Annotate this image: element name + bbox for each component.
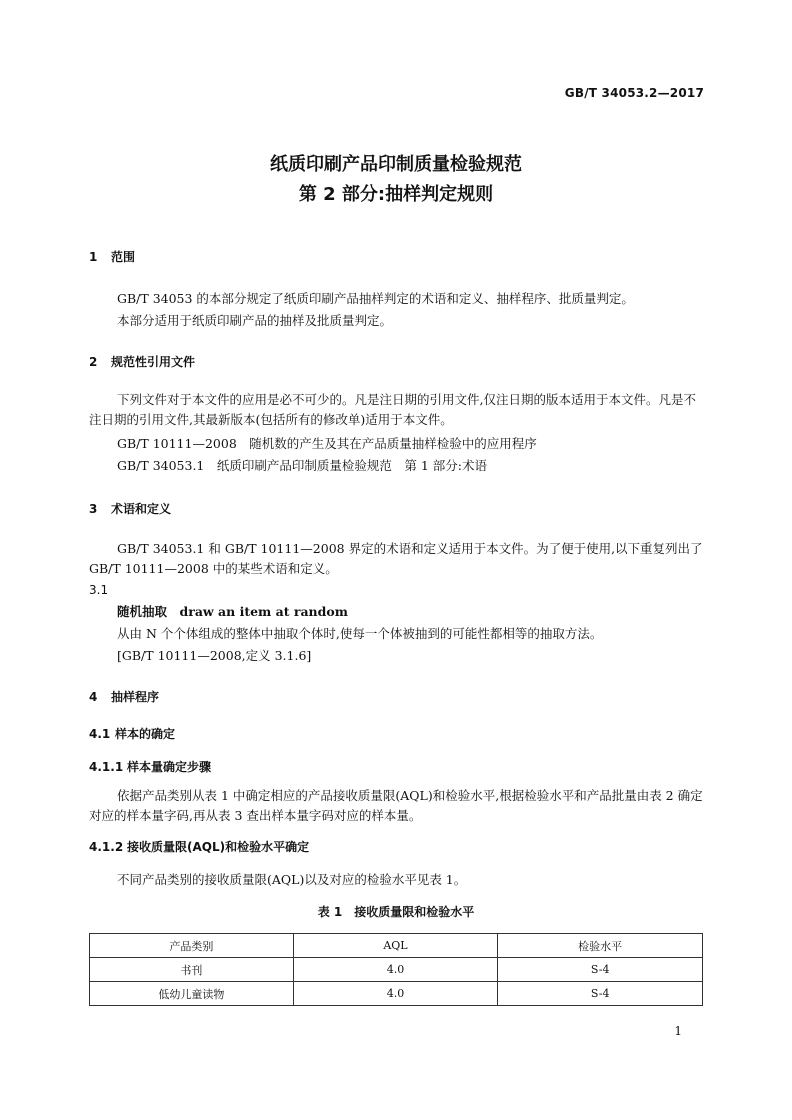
paragraph: 本部分适用于纸质印刷产品的抽样及批质量判定。 — [117, 313, 393, 328]
term-source: [GB/T 10111—2008,定义 3.1.6] — [117, 648, 312, 663]
table-cell: 低幼儿童读物 — [90, 982, 294, 1006]
section-number: 4.1.2 — [89, 840, 124, 854]
table-header-cell: 检验水平 — [498, 934, 703, 958]
section-4-1-2-heading — [89, 838, 309, 855]
section-number: 4 — [89, 690, 98, 704]
section-2-heading — [89, 353, 195, 370]
paragraph: GB/T 34053 的本部分规定了纸质印刷产品抽样判定的术语和定义、抽样程序、批质量判定。 — [117, 291, 634, 306]
table-header-row — [90, 934, 703, 958]
standard-number: GB/T 34053.2—2017 — [564, 86, 704, 100]
section-title: 样本量确定步骤 — [127, 760, 212, 774]
table-cell: 书刊 — [90, 958, 294, 982]
paragraph: 依据产品类别从表 1 中确定相应的产品接收质量限(AQL)和检验水平,根据检验水平和产品批量由表 2 确定对应的样本量字码,再从表 3 查出样本量字码对应的样本量。 — [89, 788, 703, 823]
term-name: 随机抽取 draw an item at random — [117, 604, 348, 619]
table-cell: 4.0 — [293, 982, 498, 1006]
section-title: 规范性引用文件 — [111, 355, 196, 369]
normative-reference: GB/T 34053.1 纸质印刷产品印制质量检验规范 第 1 部分:术语 — [117, 458, 487, 473]
document-title: 纸质印刷产品印制质量检验规范 — [270, 154, 522, 175]
table-row — [90, 982, 703, 1006]
section-title: 样本的确定 — [115, 727, 176, 741]
paragraph: 下列文件对于本文件的应用是必不可少的。凡是注日期的引用文件,仅注日期的版本适用于本文件。凡是不注日期的引用文件,其最新版本(包括所有的修改单)适用于本文件。 — [89, 392, 696, 427]
page-number: 1 — [674, 1024, 682, 1038]
table-header-cell: AQL — [293, 934, 498, 958]
table-header-cell: 产品类别 — [90, 934, 294, 958]
section-title: 术语和定义 — [111, 502, 172, 516]
section-title: 抽样程序 — [111, 690, 160, 704]
table-cell: 4.0 — [293, 958, 498, 982]
normative-reference: GB/T 10111—2008 随机数的产生及其在产品质量抽样检验中的应用程序 — [117, 436, 537, 451]
table-cell: S-4 — [498, 958, 703, 982]
document-subtitle: 第 2 部分:抽样判定规则 — [298, 184, 494, 205]
section-4-1-heading — [89, 725, 175, 742]
section-title: 范围 — [111, 250, 136, 264]
section-4-heading — [89, 688, 159, 705]
table-cell: S-4 — [498, 982, 703, 1006]
aql-table — [89, 933, 703, 1006]
paragraph: 不同产品类别的接收质量限(AQL)以及对应的检验水平见表 1。 — [117, 872, 467, 887]
section-4-1-1-heading — [89, 758, 211, 775]
section-number: 4.1.1 — [89, 760, 124, 774]
paragraph: GB/T 34053.1 和 GB/T 10111—2008 界定的术语和定义适用于本文件。为了便于使用,以下重复列出了 GB/T 10111—2008 中的某些术语和定义。 — [89, 541, 703, 576]
section-3-heading — [89, 500, 171, 517]
term-number: 3.1 — [89, 583, 109, 597]
section-1-heading — [89, 248, 135, 265]
section-number: 3 — [89, 502, 98, 516]
section-number: 2 — [89, 355, 98, 369]
section-number: 4.1 — [89, 727, 111, 741]
table-row — [90, 958, 703, 982]
term-definition: 从由 N 个个体组成的整体中抽取个体时,使每一个体被抽到的可能性都相等的抽取方法。 — [117, 626, 603, 641]
section-number: 1 — [89, 250, 98, 264]
section-title: 接收质量限(AQL)和检验水平确定 — [127, 840, 310, 854]
table-caption: 表 1 接收质量限和检验水平 — [317, 905, 475, 919]
